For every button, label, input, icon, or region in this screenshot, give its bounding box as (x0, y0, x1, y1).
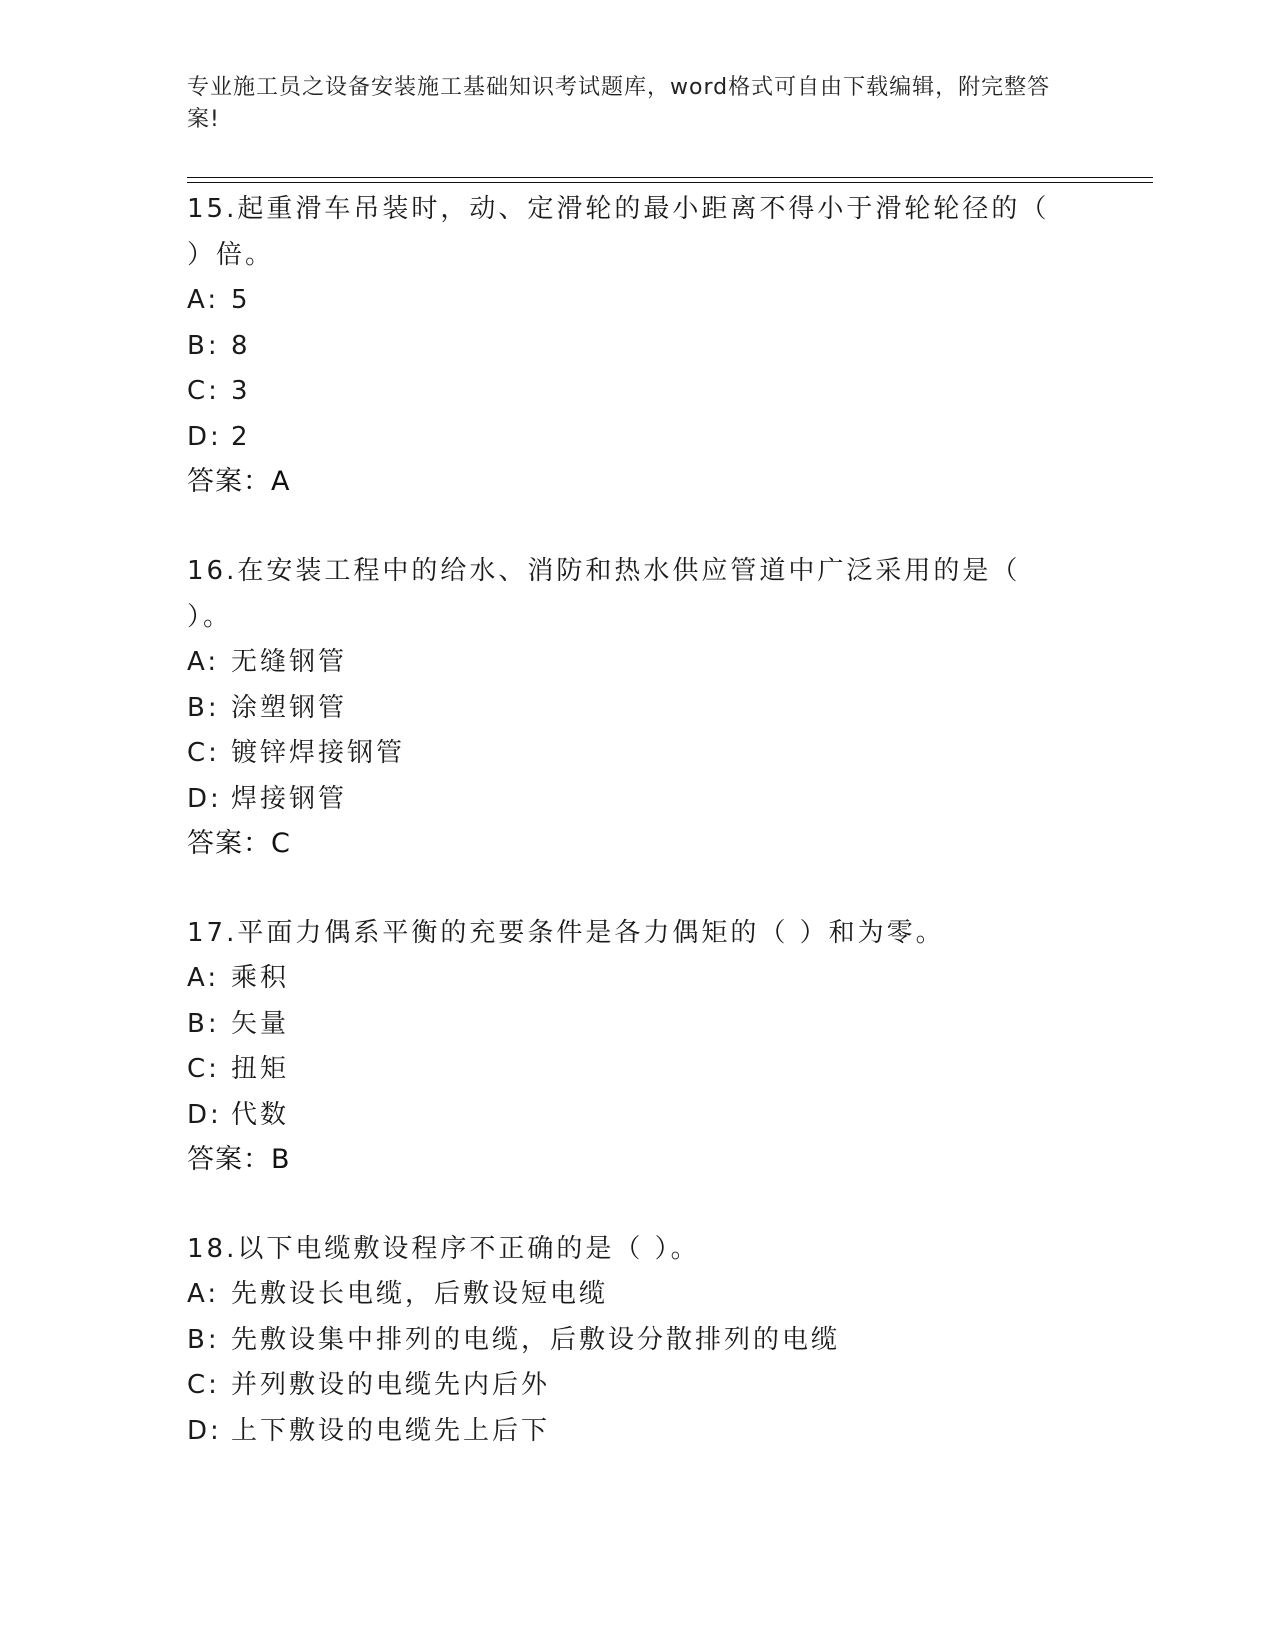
question-stem: 15.起重滑车吊装时，动、定滑轮的最小距离不得小于滑轮轮径的（ ）倍。 (187, 194, 1050, 270)
option-text: 8 (231, 330, 251, 361)
question-list (187, 186, 1087, 1454)
question-stem: 17.平面力偶系平衡的充要条件是各力偶矩的（ ）和为零。 (187, 918, 945, 948)
option-letter: C: (187, 376, 220, 406)
option-text: 焊接钢管 (231, 783, 348, 814)
option-text: 2 (231, 421, 251, 452)
option-text: 扭矩 (231, 1054, 290, 1084)
option-text: 涂塑钢管 (231, 692, 348, 723)
option-c (187, 369, 1087, 415)
option-a (187, 956, 1087, 1002)
option-letter: C: (187, 738, 220, 768)
option-a (187, 278, 1087, 324)
option-letter: B: (187, 1008, 220, 1039)
option-text: 3 (231, 376, 251, 406)
option-text: 先敷设集中排列的电缆，后敷设分散排列的电缆 (231, 1324, 841, 1355)
option-b (187, 686, 1087, 732)
option-letter: C: (187, 1370, 220, 1400)
option-letter: B: (187, 330, 220, 361)
option-text: 矢量 (231, 1008, 290, 1039)
question-18 (187, 1226, 1087, 1454)
option-d (187, 777, 1087, 823)
option-d (187, 1409, 1087, 1455)
option-text: 无缝钢管 (231, 647, 348, 677)
option-letter: A: (187, 1279, 220, 1309)
option-text: 代数 (231, 1099, 290, 1130)
option-letter: B: (187, 692, 220, 723)
option-d (187, 1093, 1087, 1139)
header-rule-bottom (187, 182, 1153, 183)
question-15 (187, 186, 1087, 504)
option-letter: A: (187, 647, 220, 677)
option-b (187, 324, 1087, 370)
option-text: 并列敷设的电缆先内后外 (231, 1370, 551, 1400)
option-text: 乘积 (231, 963, 290, 993)
option-letter: A: (187, 963, 220, 993)
option-text: 5 (231, 285, 251, 315)
answer-line: 答案：B (187, 1144, 291, 1175)
option-letter: C: (187, 1054, 220, 1084)
option-c (187, 1363, 1087, 1409)
option-d (187, 415, 1087, 461)
question-stem: 18.以下电缆敷设程序不正确的是（ ）。 (187, 1234, 700, 1264)
option-b (187, 1002, 1087, 1048)
option-c (187, 731, 1087, 777)
answer-line: 答案：C (187, 828, 291, 859)
option-letter: A: (187, 285, 220, 315)
option-letter: D: (187, 1099, 222, 1130)
question-stem: 16.在安装工程中的给水、消防和热水供应管道中广泛采用的是（ ）。 (187, 556, 1021, 632)
option-letter: D: (187, 421, 222, 452)
option-letter: B: (187, 1324, 220, 1355)
option-letter: D: (187, 1415, 222, 1446)
option-b (187, 1318, 1087, 1364)
document-header: 专业施工员之设备安装施工基础知识考试题库，word格式可自由下载编辑，附完整答案! (187, 75, 1051, 132)
question-17 (187, 910, 1087, 1182)
question-16 (187, 548, 1087, 866)
header-rule-top (187, 177, 1153, 178)
answer-line: 答案：A (187, 466, 291, 497)
option-a (187, 640, 1087, 686)
option-c (187, 1047, 1087, 1093)
option-text: 上下敷设的电缆先上后下 (231, 1415, 551, 1446)
option-a (187, 1272, 1087, 1318)
option-text: 镀锌焊接钢管 (231, 738, 406, 768)
option-text: 先敷设长电缆，后敷设短电缆 (231, 1279, 609, 1309)
option-letter: D: (187, 783, 222, 814)
